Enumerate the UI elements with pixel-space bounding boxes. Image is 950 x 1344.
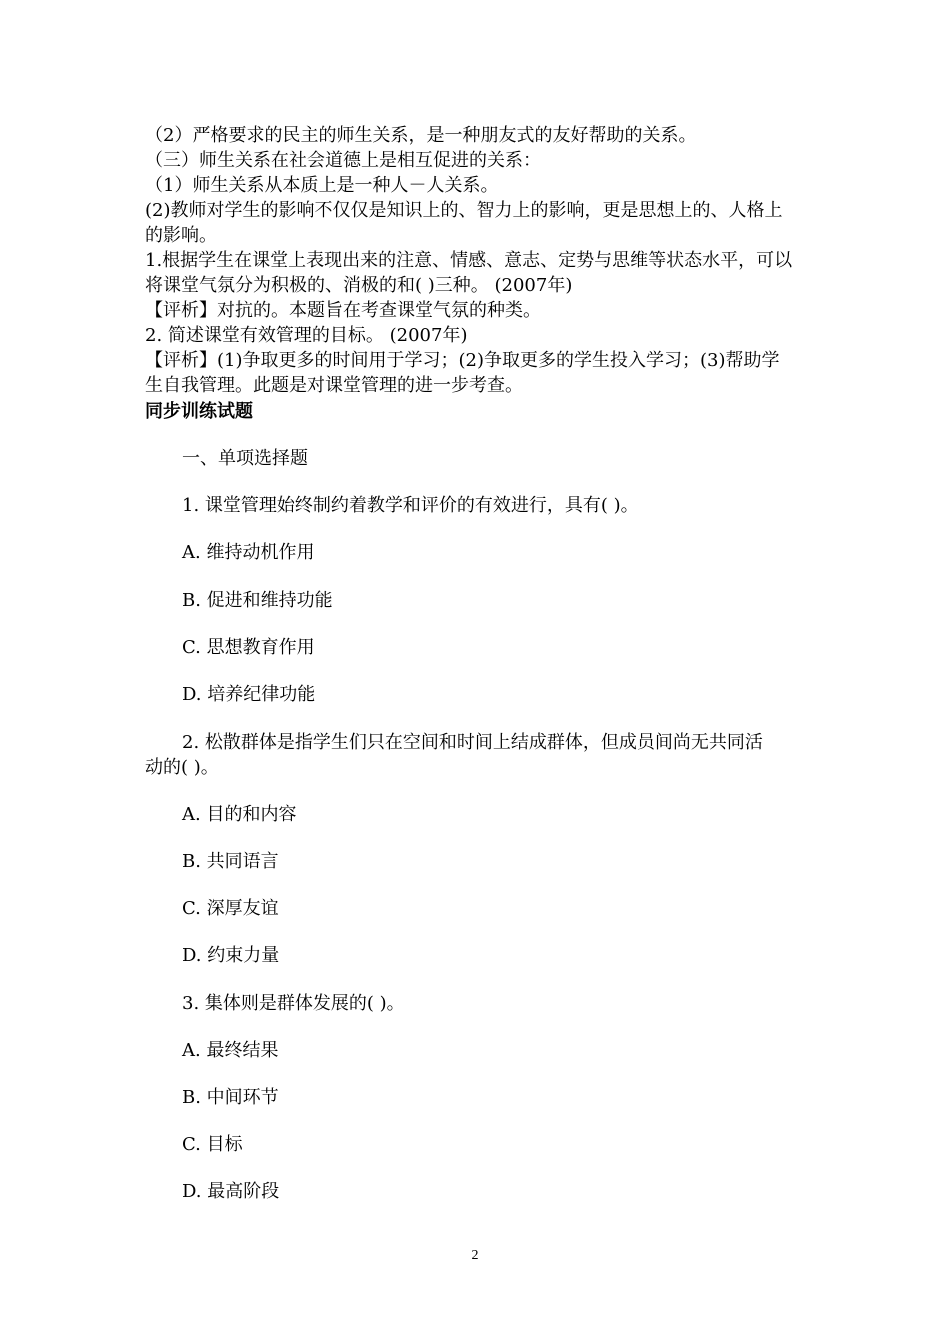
exam-question-1-cont: 将课堂气氛分为积极的、消极的和( )三种。 (2007年)	[145, 275, 573, 296]
question-stem: 3. 集体则是群体发展的( )。	[182, 993, 405, 1014]
exam-question-2: 2. 简述课堂有效管理的目标。 (2007年)	[145, 325, 468, 346]
option-b: B. 共同语言	[182, 851, 279, 872]
page-number: 2	[471, 1248, 479, 1263]
text-line: （1）师生关系从本质上是一种人－人关系。	[145, 175, 499, 196]
part-title: 一、单项选择题	[182, 448, 308, 469]
option-b: B. 中间环节	[182, 1087, 279, 1108]
text-line: （2）严格要求的民主的师生关系，是一种朋友式的友好帮助的关系。	[145, 125, 697, 146]
analysis-2-cont: 生自我管理。此题是对课堂管理的进一步考查。	[145, 375, 523, 396]
option-d: D. 培养纪律功能	[182, 684, 316, 705]
analysis-2: 【评析】(1)争取更多的时间用于学习；(2)争取更多的学生投入学习；(3)帮助学	[145, 350, 780, 371]
option-c: C. 深厚友谊	[182, 898, 279, 919]
option-d: D. 约束力量	[182, 945, 280, 966]
question-stem-cont: 动的( )。	[145, 757, 219, 778]
analysis-1: 【评析】对抗的。本题旨在考查课堂气氛的种类。	[145, 300, 541, 321]
text-line: (2)教师对学生的影响不仅仅是知识上的、智力上的影响，更是思想上的、人格上	[145, 200, 783, 221]
option-a: A. 最终结果	[182, 1040, 279, 1061]
option-c: C. 思想教育作用	[182, 637, 315, 658]
section-title: 同步训练试题	[145, 401, 253, 422]
option-c: C. 目标	[182, 1134, 243, 1155]
option-a: A. 维持动机作用	[182, 542, 315, 563]
option-a: A. 目的和内容	[182, 804, 297, 825]
question-stem: 2. 松散群体是指学生们只在空间和时间上结成群体，但成员间尚无共同活	[182, 732, 763, 753]
text-line: 的影响。	[145, 225, 217, 246]
exam-question-1: 1.根据学生在课堂上表现出来的注意、情感、意志、定势与思维等状态水平，可以	[145, 250, 793, 271]
question-stem: 1. 课堂管理始终制约着教学和评价的有效进行，具有( )。	[182, 495, 639, 516]
option-d: D. 最高阶段	[182, 1181, 280, 1202]
option-b: B. 促进和维持功能	[182, 590, 333, 611]
text-line: （三）师生关系在社会道德上是相互促进的关系：	[145, 150, 541, 171]
